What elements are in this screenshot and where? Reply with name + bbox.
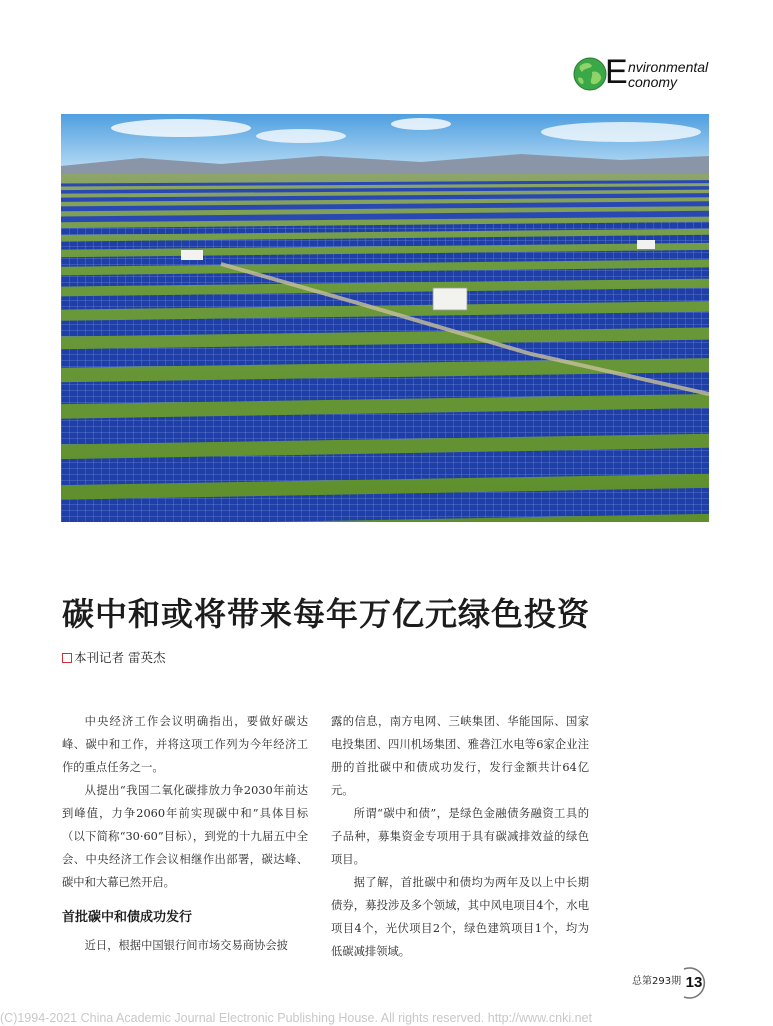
text-column-right [331, 710, 589, 963]
paragraph: 据了解，首批碳中和债均为两年及以上中长期债券，募投涉及多个领域，其中风电项目4个，水电项目4个，光伏项目2个，绿色建筑项目1个，均为低碳减排领域。 [331, 876, 589, 958]
text-column-left [62, 710, 308, 957]
section-heading: 首批碳中和债成功发行 [62, 910, 193, 925]
paragraph: 从提出“我国二氧化碳排放力争2030年前达到峰值，力争2060年前实现碳中和”具体目标（以下简称“30·60”目标），到党的十九届五中全会、中央经济工作会议相继作出部署，碳达峰、碳中和大幕已然开启。 [62, 784, 308, 889]
page-number: 13 [685, 974, 703, 991]
logo-letter: E [605, 53, 628, 91]
issue-number: 总第293期 [632, 976, 682, 987]
paragraph: 露的信息，南方电网、三峡集团、华能国际、国家电投集团、四川机场集团、雅砻江水电等6家企业注册的首批碳中和债成功发行，发行金额共计64亿元。 [331, 715, 589, 797]
magazine-logo [572, 54, 722, 94]
paragraph: 所谓“碳中和债”，是绿色金融债务融资工具的子品种，募集资金专项用于具有碳减排效益的绿色项目。 [331, 807, 589, 866]
copyright-watermark: (C)1994-2021 China Academic Journal Electronic Publishing House. All rights reserved. http://www.cnki.net [0, 1011, 592, 1025]
byline-box-marker [62, 653, 72, 663]
paragraph: 中央经济工作会议明确指出，要做好碳达峰、碳中和工作，并将这项工作列为今年经济工作的重点任务之一。 [62, 715, 308, 774]
logo-word-environmental: nvironmental [628, 59, 709, 75]
logo-word-economy: conomy [628, 74, 678, 90]
page-number-badge [676, 966, 712, 1000]
solar-farm-photo [61, 114, 709, 522]
byline-text: 本刊记者 雷英杰 [74, 650, 166, 665]
byline [62, 649, 165, 667]
solar-farm-illustration [61, 114, 709, 522]
article-title: 碳中和或将带来每年万亿元绿色投资 [62, 595, 591, 633]
paragraph: 近日，根据中国银行间市场交易商协会披 [84, 939, 288, 952]
globe-icon [572, 56, 608, 92]
